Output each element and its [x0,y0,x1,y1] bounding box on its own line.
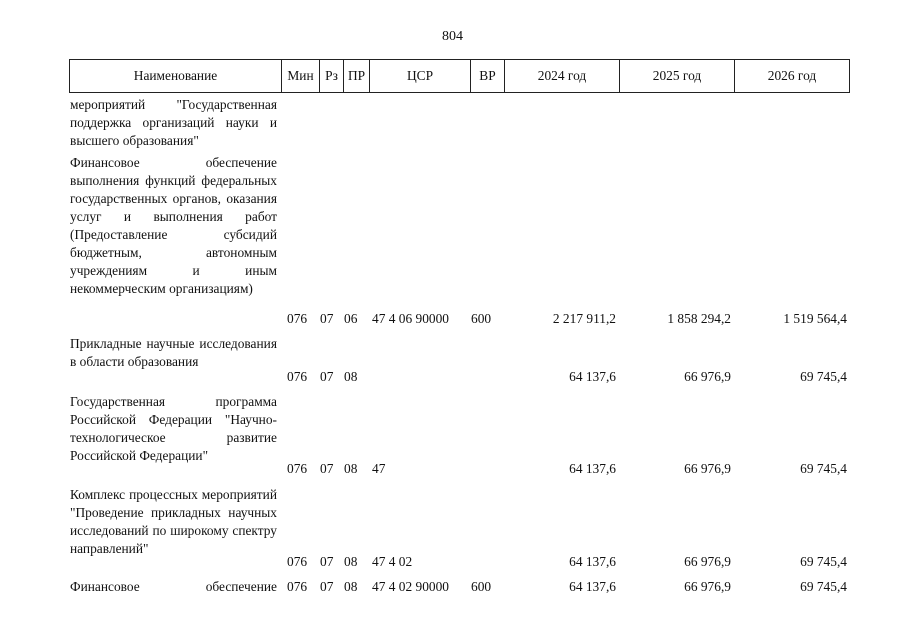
row-name: Прикладные научные исследования в области образования [70,336,277,369]
header-name: Наименование [133,68,218,83]
row-csr: 47 4 02 [372,554,413,569]
header-vr: ВР [470,60,504,92]
row-pr: 08 [344,461,358,476]
header-pr: ПР [343,60,369,92]
row-rz: 07 [320,369,334,384]
row-rz: 07 [320,461,334,476]
row-2025: 66 976,9 [684,369,731,384]
row-name: Финансовое обеспечение [70,579,277,594]
row-2024: 64 137,6 [569,461,616,476]
row-csr: 47 4 02 90000 [372,579,449,594]
header-2024: 2024 год [504,60,619,92]
row-2026: 69 745,4 [800,369,847,384]
table-header [69,59,850,93]
row-min: 076 [287,369,308,384]
row-pr: 08 [344,369,358,384]
row-rz: 07 [320,554,334,569]
row-name: Государственная программа Российской Федерации "Научно-технологическое развитие Российской Федерации" [70,394,277,463]
row-pr: 06 [344,311,358,326]
row-2026: 69 745,4 [800,579,847,594]
row-csr: 47 4 06 90000 [372,311,449,326]
row-2025: 66 976,9 [684,554,731,569]
row-name: Комплекс процессных мероприятий "Проведение прикладных научных исследований по широкому спектру направлений" [70,487,277,556]
row-vr: 600 [471,579,492,594]
header-2025: 2025 год [619,60,734,92]
row-2024: 64 137,6 [569,579,616,594]
row-min: 076 [287,461,308,476]
row-2025: 1 858 294,2 [667,311,731,326]
header-rz: Рз [319,60,343,92]
row-pr: 08 [344,579,358,594]
row-2025: 66 976,9 [684,461,731,476]
row-2024: 64 137,6 [569,369,616,384]
row-name: Финансовое обеспечение выполнения функций федеральных государственных органов, оказания услуг и выполнения работ (Предоставление субсидий бюджетным, автономным учреждениям и иным некоммерческим организациям) [70,155,277,296]
row-csr: 47 [372,461,386,476]
row-2024: 2 217 911,2 [552,311,616,326]
row-min: 076 [287,311,308,326]
row-vr: 600 [471,311,492,326]
row-min: 076 [287,579,308,594]
row-min: 076 [287,554,308,569]
row-2026: 1 519 564,4 [783,311,847,326]
row-rz: 07 [320,311,334,326]
page-number: 804 [442,29,463,44]
row-2026: 69 745,4 [800,554,847,569]
row-2026: 69 745,4 [800,461,847,476]
row-name: мероприятий "Государственная поддержка организаций науки и высшего образования" [70,97,277,148]
header-2026: 2026 год [734,60,849,92]
header-min: Мин [281,60,319,92]
header-csr: ЦСР [369,60,470,92]
row-2024: 64 137,6 [569,554,616,569]
row-pr: 08 [344,554,358,569]
row-rz: 07 [320,579,334,594]
row-2025: 66 976,9 [684,579,731,594]
